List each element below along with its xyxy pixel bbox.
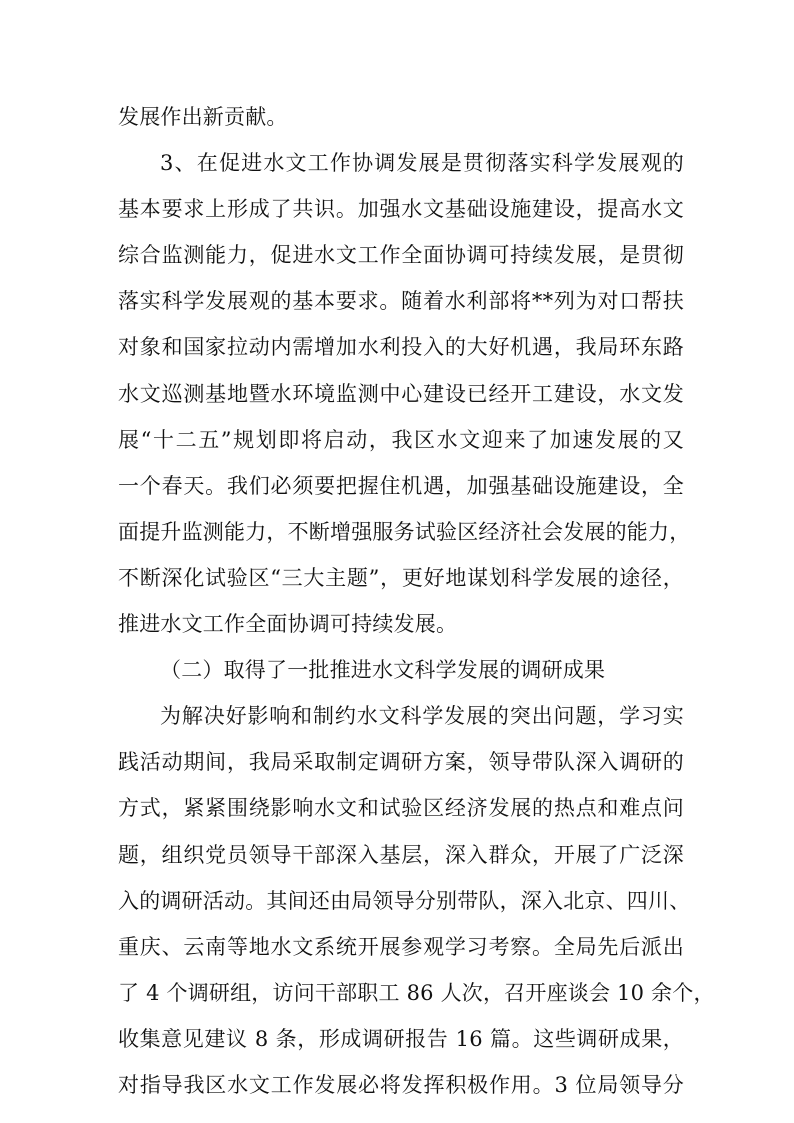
paragraph-line: 了 4 个调研组，访问干部职工 86 人次，召开座谈会 10 余个， (118, 980, 715, 1005)
paragraph-line: 重庆、云南等地水文系统开展参观学习考察。全局先后派出 (118, 934, 684, 959)
paragraph-line: 推进水文工作全面协调可持续发展。 (118, 612, 458, 637)
paragraph-line: 落实科学发展观的基本要求。随着水利部将**列为对口帮扶 (118, 289, 684, 314)
paragraph-line: 方式，紧紧围绕影响水文和试验区经济发展的热点和难点问 (118, 796, 684, 821)
paragraph-line: 对指导我区水文工作发展必将发挥积极作用。3 位局领导分 (118, 1072, 684, 1097)
section-heading: （二）取得了一批推进水文科学发展的调研成果 (160, 658, 606, 683)
paragraph-line: 为解决好影响和制约水文科学发展的突出问题，学习实 (160, 704, 684, 729)
paragraph-line: 基本要求上形成了共识。加强水文基础设施建设，提高水文 (118, 197, 684, 222)
paragraph-line: 入的调研活动。其间还由局领导分别带队，深入北京、四川、 (118, 888, 691, 913)
paragraph-line: 综合监测能力，促进水文工作全面协调可持续发展，是贯彻 (118, 243, 684, 268)
paragraph-line: 3、在促进水文工作协调发展是贯彻落实科学发展观的 (160, 151, 684, 176)
paragraph-line: 收集意见建议 8 条，形成调研报告 16 篇。这些调研成果， (118, 1026, 684, 1051)
paragraph-line: 面提升监测能力，不断增强服务试验区经济社会发展的能力， (118, 519, 691, 544)
paragraph-line: 一个春天。我们必须要把握住机遇，加强基础设施建设，全 (118, 473, 684, 498)
paragraph-line: 践活动期间，我局采取制定调研方案，领导带队深入调研的 (118, 750, 684, 775)
paragraph-line: 水文巡测基地暨水环境监测中心建设已经开工建设，水文发 (118, 381, 684, 406)
document-page (118, 94, 715, 1108)
paragraph-line: 发展作出新贡献。 (118, 105, 288, 129)
paragraph-line: 展“十二五”规划即将启动，我区水文迎来了加速发展的又 (118, 427, 684, 452)
paragraph-line: 对象和国家拉动内需增加水利投入的大好机遇，我局环东路 (118, 335, 684, 360)
paragraph-line: 题，组织党员领导干部深入基层，深入群众，开展了广泛深 (118, 842, 684, 867)
paragraph-line: 不断深化试验区“三大主题”，更好地谋划科学发展的途径， (118, 565, 684, 590)
